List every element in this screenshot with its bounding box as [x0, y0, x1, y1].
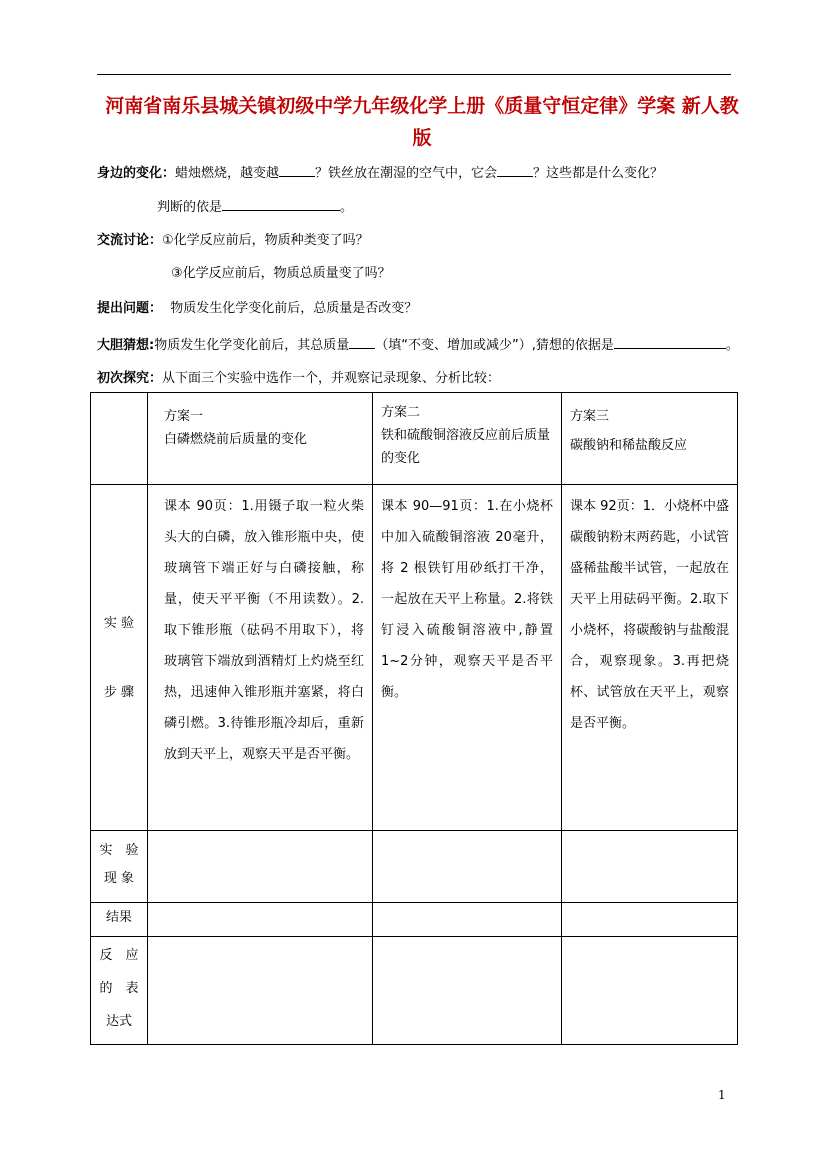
plan-1-desc: 白磷燃烧前后质量的变化	[164, 432, 308, 447]
discussion-q1: ①化学反应前后，物质种类变了吗？	[162, 233, 369, 248]
blank-5[interactable]	[614, 334, 726, 349]
changes-text1: 蜡烛燃烧，越变越	[175, 166, 280, 181]
guess-text1: 物质发生化学变化前后，其总质量	[154, 338, 350, 353]
corner-cell	[91, 393, 148, 485]
blank-3[interactable]	[222, 196, 340, 211]
blank-2[interactable]	[497, 162, 533, 177]
changes-text3: ？这些都是什么变化？	[533, 166, 664, 181]
explore-line	[97, 369, 500, 389]
header-rule	[97, 74, 731, 75]
plan-3-desc: 碳酸钠和稀盐酸反应	[570, 438, 688, 453]
question-line	[97, 299, 417, 319]
expression-label-cell	[91, 937, 148, 1045]
discussion-line	[97, 231, 369, 251]
changes-text5: 。	[340, 200, 354, 215]
plan-3-expression[interactable]	[562, 937, 738, 1045]
plan-2-cell	[373, 393, 562, 485]
guess-line	[97, 334, 739, 356]
plan-1-result[interactable]	[148, 903, 373, 937]
plan-3-steps: 课本 92页：1．小烧杯中盛碳酸钠粉末两药匙，小试管盛稀盐酸半试管，一起放在天平上用砝码平衡。2.取下小烧杯，将碳酸钠与盐酸混合，观察现象。3.再把烧杯、试管放在天平上，观察是否平衡。	[562, 485, 738, 831]
blank-1[interactable]	[279, 162, 315, 177]
plan-1-observation[interactable]	[148, 831, 373, 903]
result-row	[91, 903, 738, 937]
page-title: 河南省南乐县城关镇初级中学九年级化学上册《质量守恒定律》学案 新人教版	[105, 95, 739, 149]
plan-3-observation[interactable]	[562, 831, 738, 903]
plan-1-steps: 课本 90页：1.用镊子取一粒火柴头大的白磷，放入锥形瓶中央，使玻璃管下端正好与白磷接触，称量，使天平平衡（不用读数）。2.取下锥形瓶（砝码不用取下），将玻璃管下端放到酒精灯上灼烧至红热，迅速伸入锥形瓶并塞紧，将白磷引燃。3.待锥形瓶冷却后，重新放到天平上，观察天平是否平衡。	[148, 485, 373, 831]
expression-row	[91, 937, 738, 1045]
plan-2-observation[interactable]	[373, 831, 562, 903]
changes-line	[97, 162, 663, 184]
guess-label: 大胆猜想:	[97, 338, 155, 353]
steps-label-cell	[91, 485, 148, 831]
expression-label-2: 的 表	[99, 981, 139, 996]
plan-1-name: 方案一	[164, 409, 204, 424]
question-label: 提出问题：	[97, 301, 163, 316]
blank-4[interactable]	[349, 334, 375, 349]
discussion-line-2	[171, 264, 391, 284]
plan-3-cell	[562, 393, 738, 485]
plan-3-name: 方案三	[570, 409, 610, 424]
guess-text2: （填“不变、增加或减少”）,猜想的依据是	[375, 338, 614, 353]
changes-text4: 判断的依是	[157, 200, 223, 215]
changes-line-2	[157, 196, 353, 218]
expression-label-1: 反 应	[99, 948, 139, 963]
observation-label-2: 现 象	[103, 871, 135, 886]
experiment-table	[90, 392, 738, 1045]
plan-2-steps: 课本 90—91页：1.在小烧杯中加入硫酸铜溶液 20毫升，将 2 根铁钉用砂纸打干净，一起放在天平上称量。2.将铁钉浸入硫酸铜溶液中,静置 1~2分钟，观察天平是否平衡。	[373, 485, 562, 831]
observation-label-1: 实 验	[99, 843, 139, 858]
page-number: 1	[718, 1088, 726, 1102]
expression-label-3: 达式	[105, 1014, 132, 1029]
question-text: 物质发生化学变化前后，总质量是否改变？	[170, 301, 418, 316]
plan-1-expression[interactable]	[148, 937, 373, 1045]
changes-text2: ？铁丝放在潮湿的空气中，它会	[315, 166, 498, 181]
result-label: 结果	[91, 903, 148, 937]
explore-label: 初次探究：	[97, 371, 163, 386]
observation-row	[91, 831, 738, 903]
steps-row	[91, 485, 738, 831]
steps-label-2: 步 骤	[103, 684, 135, 700]
plan-1-cell	[148, 393, 373, 485]
discussion-label: 交流讨论：	[97, 233, 163, 248]
plans-row	[91, 393, 738, 485]
observation-label-cell	[91, 831, 148, 903]
explore-text: 从下面三个实验中选作一个，并观察记录现象、分析比较：	[162, 371, 501, 386]
changes-label: 身边的变化：	[97, 166, 176, 181]
plan-2-expression[interactable]	[373, 937, 562, 1045]
plan-2-name: 方案二	[381, 405, 421, 420]
plan-2-result[interactable]	[373, 903, 562, 937]
steps-label-1: 实 验	[103, 615, 135, 631]
discussion-q2: ③化学反应前后，物质总质量变了吗？	[171, 266, 391, 281]
plan-2-desc: 铁和硫酸铜溶液反应前后质量的变化	[381, 428, 551, 466]
guess-text3: 。	[725, 338, 739, 353]
plan-3-result[interactable]	[562, 903, 738, 937]
